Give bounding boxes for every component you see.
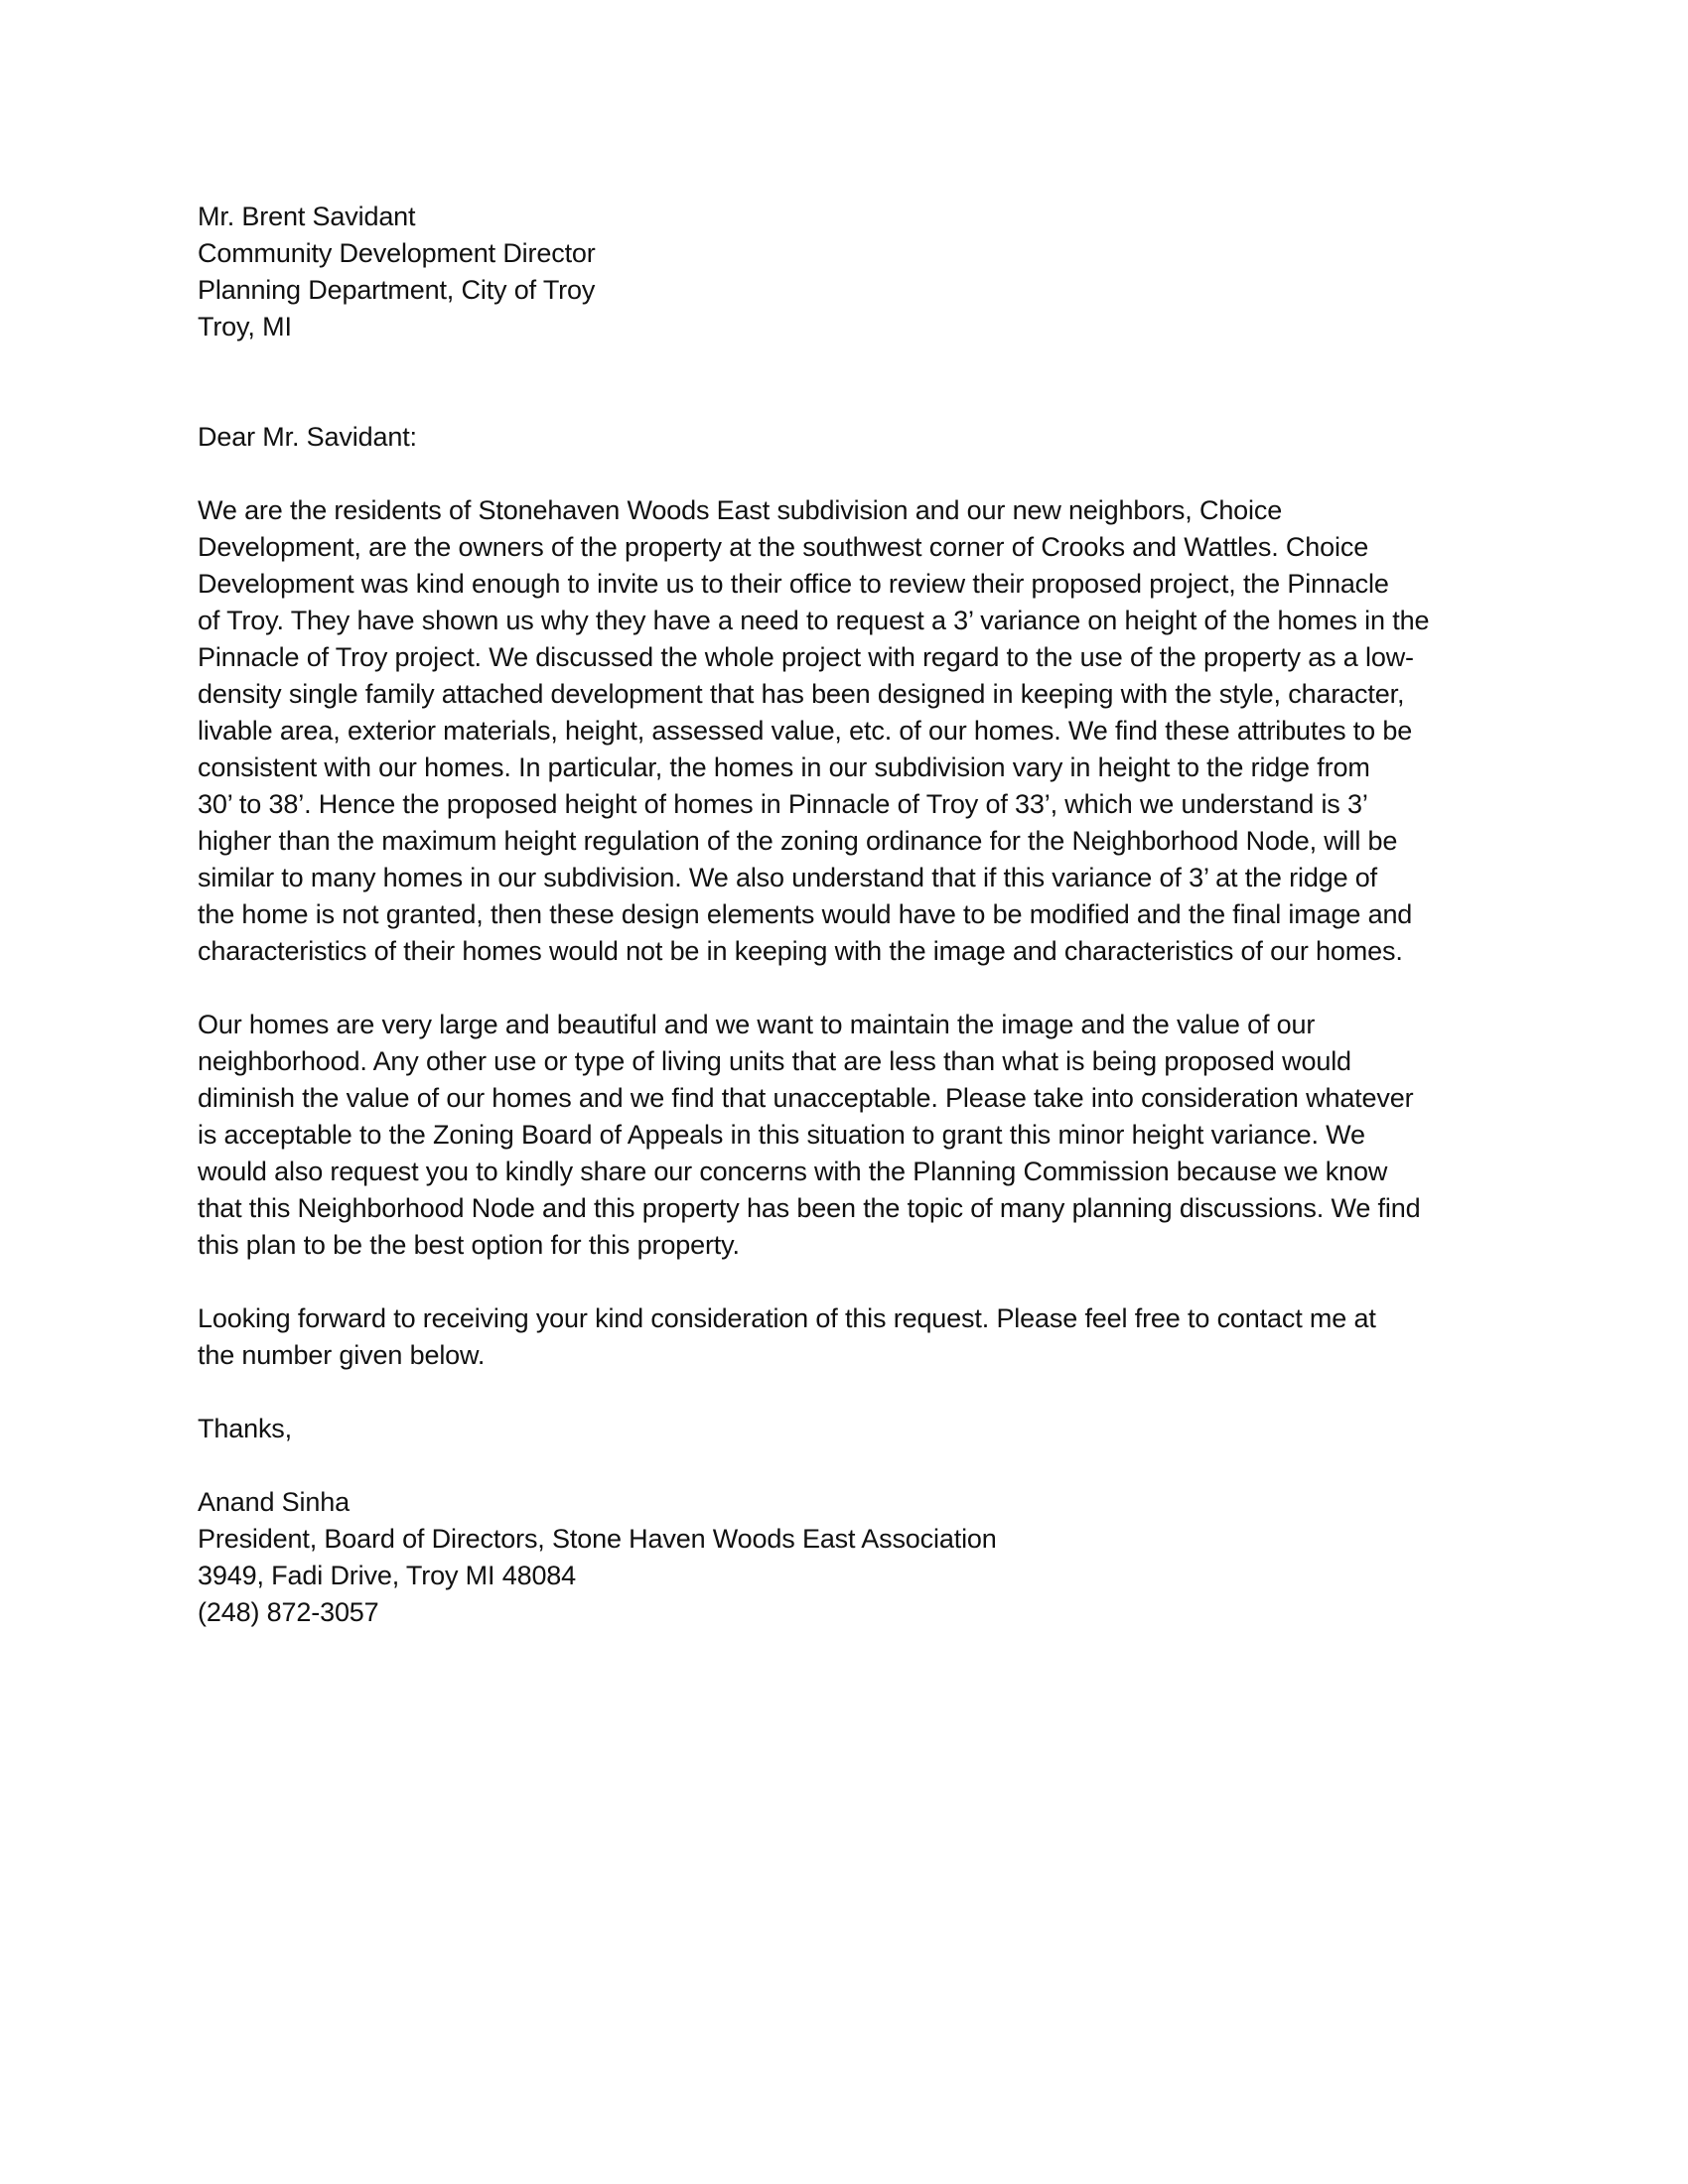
paragraph-line: is acceptable to the Zoning Board of Appeals in this situation to grant this minor height variance. We — [198, 1120, 1365, 1150]
salutation-block — [198, 419, 1488, 456]
salutation: Dear Mr. Savidant: — [198, 422, 417, 452]
paragraph-line: Pinnacle of Troy project. We discussed the whole project with regard to the use of the property as a low- — [198, 642, 1414, 672]
paragraph-1 — [198, 492, 1488, 970]
paragraph-line: of Troy. They have shown us why they have a need to request a 3’ variance on height of the homes in the — [198, 606, 1430, 635]
paragraph-line: would also request you to kindly share our concerns with the Planning Commission because we know — [198, 1157, 1388, 1186]
signer-name: Anand Sinha — [198, 1487, 350, 1517]
paragraph-3 — [198, 1300, 1488, 1374]
signature-block — [198, 1484, 1488, 1631]
paragraph-line: We are the residents of Stonehaven Woods East subdivision and our new neighbors, Choice — [198, 495, 1283, 525]
closing: Thanks, — [198, 1414, 292, 1443]
recipient-department: Planning Department, City of Troy — [198, 275, 596, 305]
paragraph-line: similar to many homes in our subdivision. We also understand that if this variance of 3’ at the ridge of — [198, 863, 1378, 892]
paragraph-line: Our homes are very large and beautiful and we want to maintain the image and the value of our — [198, 1010, 1316, 1039]
paragraph-line: neighborhood. Any other use or type of living units that are less than what is being proposed would — [198, 1046, 1351, 1076]
paragraph-2 — [198, 1007, 1488, 1264]
signer-phone: (248) 872-3057 — [198, 1597, 379, 1627]
paragraph-line: livable area, exterior materials, height, assessed value, etc. of our homes. We find these attributes to be — [198, 716, 1413, 746]
recipient-city: Troy, MI — [198, 312, 292, 341]
closing-block — [198, 1411, 1488, 1447]
paragraph-line: Development, are the owners of the property at the southwest corner of Crooks and Wattles. Choice — [198, 532, 1369, 562]
paragraph-line: 30’ to 38’. Hence the proposed height of homes in Pinnacle of Troy of 33’, which we understand is 3’ — [198, 789, 1368, 819]
letter-body — [198, 199, 1488, 1631]
paragraph-line: the number given below. — [198, 1340, 486, 1370]
paragraph-line: Looking forward to receiving your kind consideration of this request. Please feel free to contact me at — [198, 1303, 1376, 1333]
paragraph-line: that this Neighborhood Node and this property has been the topic of many planning discussions. We find — [198, 1193, 1421, 1223]
paragraph-line: the home is not granted, then these design elements would have to be modified and the final image and — [198, 899, 1413, 929]
recipient-title: Community Development Director — [198, 238, 596, 268]
paragraph-line: density single family attached development that has been designed in keeping with the style, character, — [198, 679, 1405, 709]
paragraph-line: higher than the maximum height regulation of the zoning ordinance for the Neighborhood Node, will be — [198, 826, 1398, 856]
paragraph-line: characteristics of their homes would not be in keeping with the image and characteristics of our homes. — [198, 936, 1403, 966]
paragraph-line: diminish the value of our homes and we find that unacceptable. Please take into consideration whatever — [198, 1083, 1414, 1113]
recipient-name: Mr. Brent Savidant — [198, 202, 416, 231]
paragraph-line: consistent with our homes. In particular, the homes in our subdivision vary in height to the ridge from — [198, 752, 1370, 782]
paragraph-line: Development was kind enough to invite us to their office to review their proposed project, the Pinnacle — [198, 569, 1389, 599]
signer-address: 3949, Fadi Drive, Troy MI 48084 — [198, 1561, 577, 1590]
signer-title: President, Board of Directors, Stone Haven Woods East Association — [198, 1524, 997, 1554]
recipient-address — [198, 199, 1488, 345]
paragraph-line: this plan to be the best option for this property. — [198, 1230, 740, 1260]
